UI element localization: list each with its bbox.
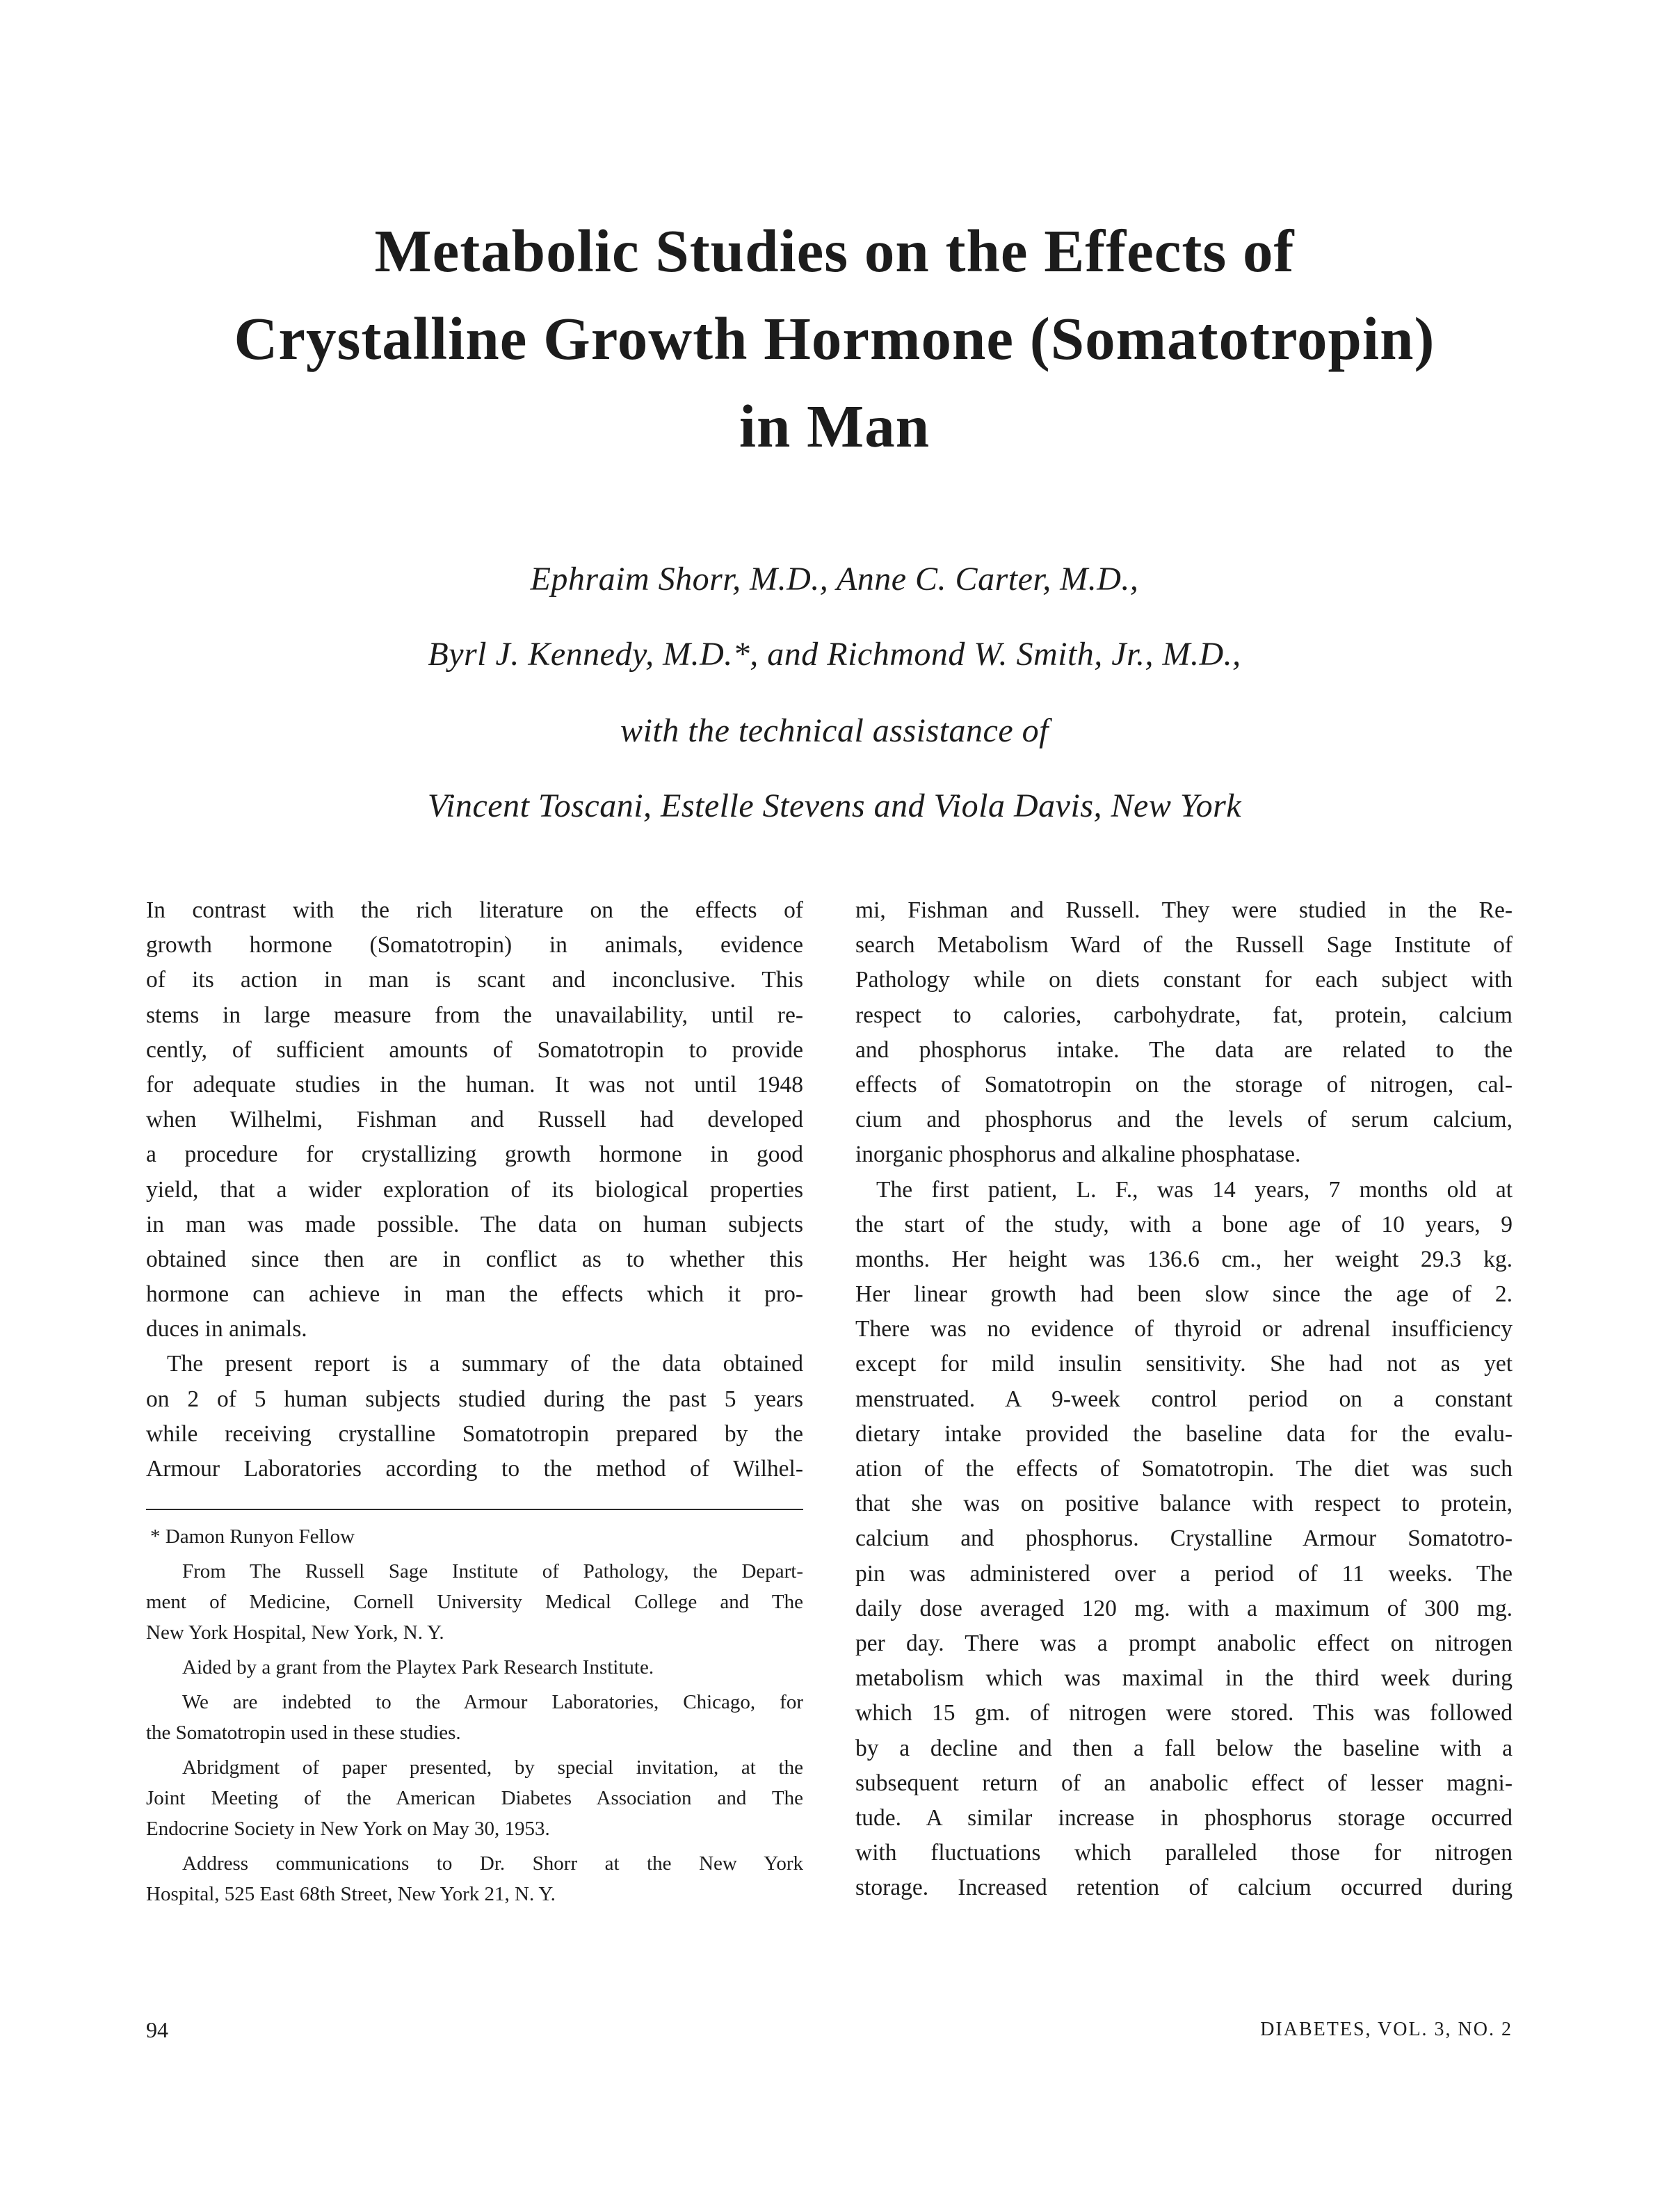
text-line: calcium and phosphorus. Crystalline Armour Somatotro- — [855, 1525, 1513, 1552]
text-line: effects of Somatotropin on the storage of nitrogen, cal- — [855, 1071, 1513, 1098]
text-line: cently, of sufficient amounts of Somatotropin to provide — [146, 1036, 803, 1063]
text-line: hormone can achieve in man the effects which it pro- — [146, 1281, 803, 1308]
footnote-damon-runyon: * Damon Runyon Fellow — [150, 1525, 355, 1548]
footnote-abridgment-line: Abridgment of paper presented, by special invitation, at the — [182, 1756, 803, 1779]
text-line: stems in large measure from the unavailability, until re- — [146, 1002, 803, 1028]
article-title — [139, 207, 1530, 470]
text-line: In contrast with the rich literature on the effects of — [146, 897, 803, 923]
footnote-affiliation-line: From The Russell Sage Institute of Pathology, the Depart- — [182, 1560, 803, 1582]
text-line: obtained since then are in conflict as to whether this — [146, 1246, 803, 1272]
footnote-affiliation-line: ment of Medicine, Cornell University Medical College and The — [146, 1591, 803, 1613]
technical-assistants-line: Vincent Toscani, Estelle Stevens and Viola Davis, New York — [427, 787, 1242, 824]
page-number: 94 — [146, 2017, 168, 2042]
technical-assistance-line: with the technical assistance of — [620, 712, 1049, 749]
text-line: a procedure for crystallizing growth hormone in good — [146, 1141, 803, 1168]
text-line: except for mild insulin sensitivity. She had not as yet — [855, 1351, 1513, 1377]
text-line: per day. There was a prompt anabolic effect on nitrogen — [855, 1630, 1513, 1656]
footnote-address-line: Hospital, 525 East 68th Street, New York 21, N. Y. — [146, 1883, 556, 1905]
footnote-divider — [146, 1509, 803, 1510]
footnote-acknowledgment-line: the Somatotropin used in these studies. — [146, 1722, 461, 1744]
text-line: ation of the effects of Somatotropin. The diet was such — [855, 1456, 1513, 1482]
text-line: subsequent return of an anabolic effect of lesser magni- — [855, 1770, 1513, 1796]
text-line: inorganic phosphorus and alkaline phosphatase. — [855, 1141, 1301, 1168]
text-line: Her linear growth had been slow since the age of 2. — [855, 1281, 1513, 1308]
text-line: dietary intake provided the baseline data for the evalu- — [855, 1420, 1513, 1447]
text-line: respect to calories, carbohydrate, fat, protein, calcium — [855, 1002, 1513, 1028]
text-line: mi, Fishman and Russell. They were studied in the Re- — [855, 897, 1513, 923]
footnotes — [146, 1521, 803, 1909]
text-line: that she was on positive balance with respect to protein, — [855, 1491, 1513, 1517]
text-line: of its action in man is scant and inconclusive. This — [146, 967, 803, 993]
text-line: Pathology while on diets constant for each subject with — [855, 967, 1513, 993]
title-line-2: Crystalline Growth Hormone (Somatotropin) — [234, 305, 1435, 372]
text-line: daily dose averaged 120 mg. with a maximum of 300 mg. — [855, 1595, 1513, 1621]
footnote-affiliation-line: New York Hospital, New York, N. Y. — [146, 1621, 444, 1644]
journal-reference: DIABETES, VOL. 3, NO. 2 — [1260, 2019, 1513, 2040]
text-line: search Metabolism Ward of the Russell Sage Institute of — [855, 932, 1513, 959]
text-line: on 2 of 5 human subjects studied during the past 5 years — [146, 1386, 803, 1412]
footnote-abridgment-line: Endocrine Society in New York on May 30, 1953. — [146, 1818, 550, 1840]
text-line: yield, that a wider exploration of its biological properties — [146, 1176, 803, 1203]
text-line: months. Her height was 136.6 cm., her weight 29.3 kg. — [855, 1246, 1513, 1272]
text-line: storage. Increased retention of calcium occurred during — [855, 1875, 1513, 1901]
text-line: with fluctuations which paralleled those for nitrogen — [855, 1840, 1513, 1866]
footnote-abridgment-line: Joint Meeting of the American Diabetes Association and The — [146, 1787, 803, 1809]
text-line: growth hormone (Somatotropin) in animals, evidence — [146, 932, 803, 959]
text-line: The first patient, L. F., was 14 years, 7 months old at — [876, 1176, 1513, 1203]
text-line: the start of the study, with a bone age of 10 years, 9 — [855, 1211, 1513, 1237]
text-line: when Wilhelmi, Fishman and Russell had developed — [146, 1107, 803, 1133]
text-line: which 15 gm. of nitrogen were stored. This was followed — [855, 1700, 1513, 1726]
text-line: cium and phosphorus and the levels of serum calcium, — [855, 1107, 1513, 1133]
text-line: duces in animals. — [146, 1316, 307, 1343]
title-line-3: in Man — [739, 392, 930, 460]
text-line: There was no evidence of thyroid or adrenal insufficiency — [855, 1316, 1513, 1343]
text-line: by a decline and then a fall below the baseline with a — [855, 1735, 1513, 1761]
text-line: menstruated. A 9-week control period on a constant — [855, 1386, 1513, 1412]
right-column-text — [855, 893, 1513, 1905]
footnote-grant: Aided by a grant from the Playtex Park Research Institute. — [182, 1656, 654, 1678]
text-line: tude. A similar increase in phosphorus storage occurred — [855, 1804, 1513, 1831]
text-line: Armour Laboratories according to the method of Wilhel- — [146, 1456, 803, 1482]
text-line: pin was administered over a period of 11 weeks. The — [855, 1560, 1513, 1587]
text-line: for adequate studies in the human. It was not until 1948 — [146, 1071, 803, 1098]
text-line: and phosphorus intake. The data are related to the — [855, 1036, 1513, 1063]
text-line: while receiving crystalline Somatotropin prepared by the — [146, 1420, 803, 1447]
text-line: in man was made possible. The data on human subjects — [146, 1211, 803, 1237]
author-line-1: Ephraim Shorr, M.D., Anne C. Carter, M.D., — [530, 561, 1139, 598]
author-line-2: Byrl J. Kennedy, M.D.*, and Richmond W. Smith, Jr., M.D., — [428, 636, 1241, 673]
text-line: The present report is a summary of the data obtained — [167, 1351, 803, 1377]
text-line: metabolism which was maximal in the third week during — [855, 1665, 1513, 1692]
footnote-address-line: Address communications to Dr. Shorr at the New York — [182, 1852, 803, 1875]
footnote-acknowledgment-line: We are indebted to the Armour Laboratories, Chicago, for — [182, 1691, 803, 1713]
title-line-1: Metabolic Studies on the Effects of — [374, 217, 1295, 284]
left-column-text — [146, 893, 803, 1486]
